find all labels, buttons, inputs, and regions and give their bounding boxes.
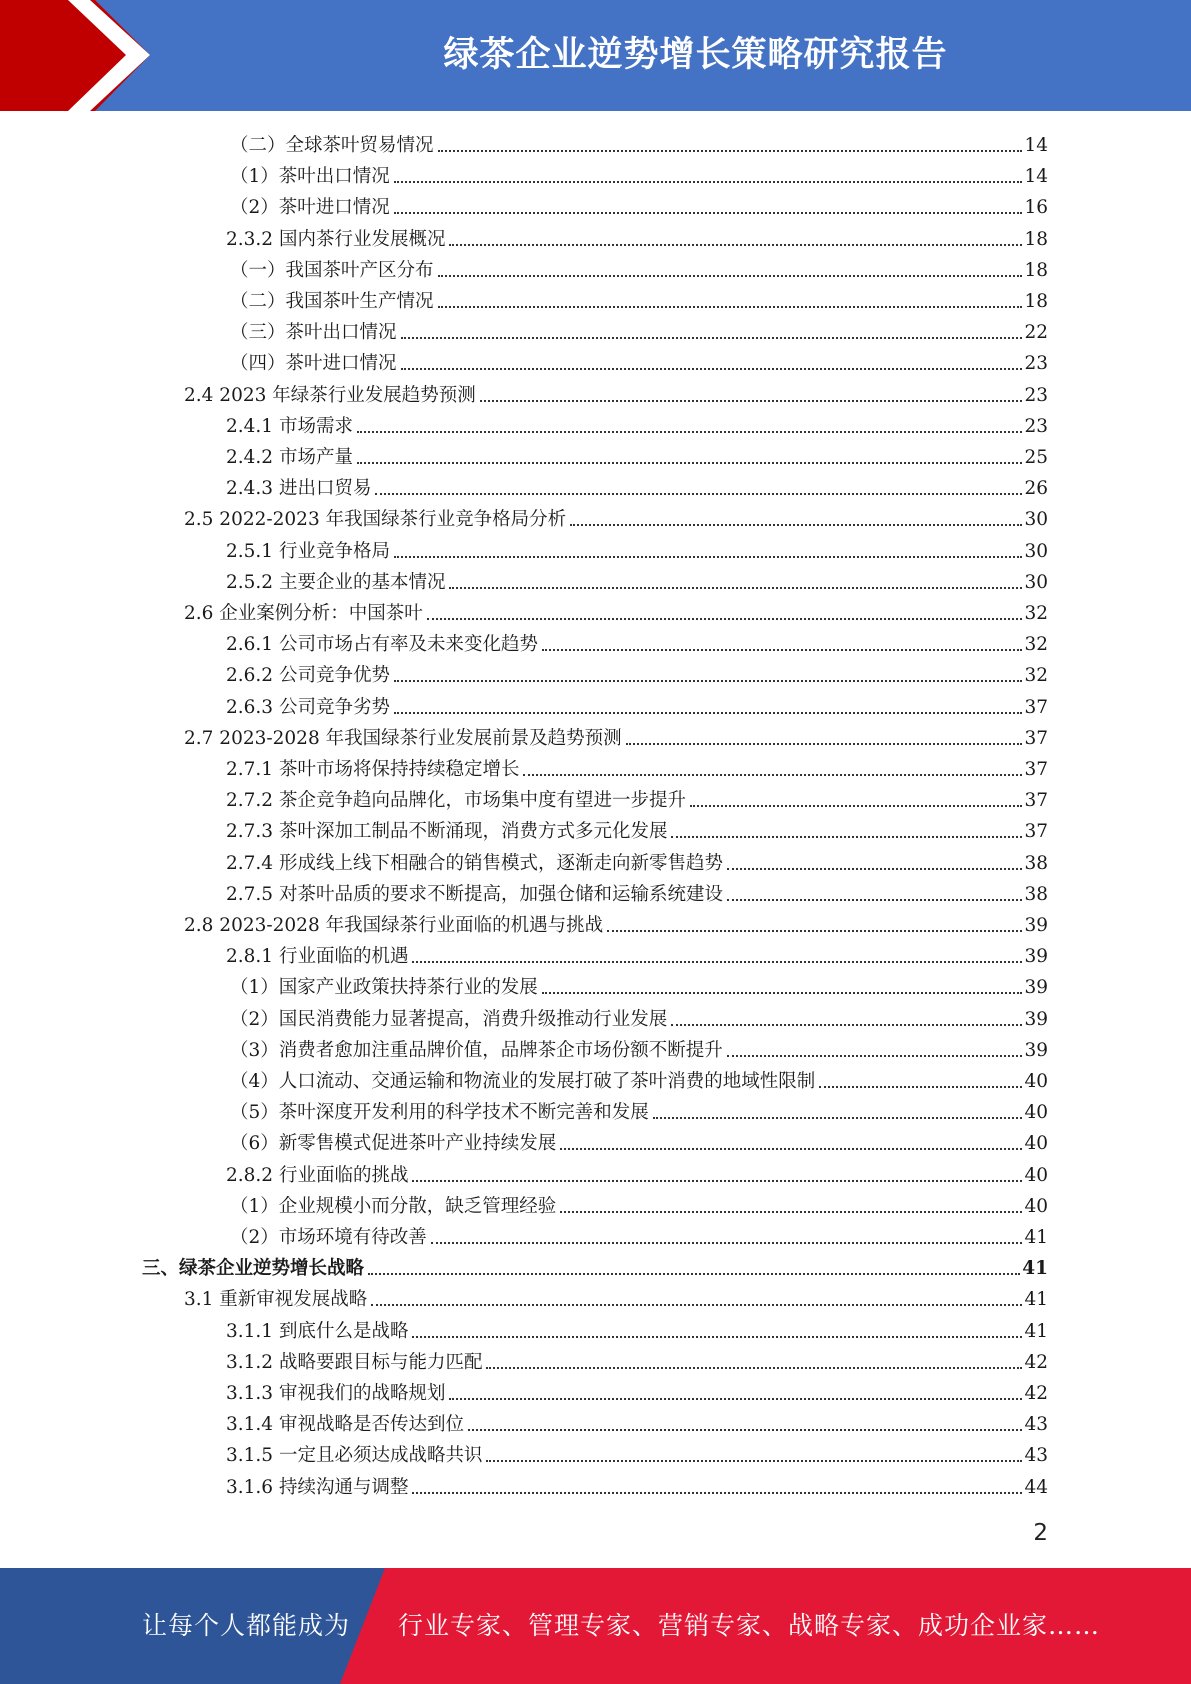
toc-dot-leader (570, 524, 1022, 526)
toc-entry-title: （一）我国茶叶产区分布 (230, 259, 434, 281)
toc-entry-page: 26 (1024, 478, 1048, 500)
toc-dot-leader (394, 712, 1022, 714)
toc-entry[interactable] (226, 1469, 1048, 1500)
toc-entry[interactable] (230, 158, 1048, 189)
toc-dot-leader (671, 1024, 1022, 1026)
toc-entry-title: 2.6 企业案例分析：中国茶叶 (184, 603, 423, 624)
toc-entry-title: 3.1.5 一定且必须达成战略共识 (226, 1445, 483, 1467)
toc-dot-leader (690, 805, 1022, 807)
toc-entry[interactable] (226, 938, 1048, 969)
toc-entry[interactable] (226, 470, 1048, 501)
toc-entry[interactable] (226, 408, 1048, 439)
toc-dot-leader (368, 1273, 1020, 1275)
toc-entry-title: 三、绿茶企业逆势增长战略 (142, 1258, 365, 1280)
toc-entry[interactable] (226, 845, 1048, 876)
toc-entry-title: （3）消费者愈加注重品牌价值，品牌茶企市场份额不断提升 (230, 1039, 723, 1061)
toc-entry-title: （2）市场环境有待改善 (230, 1227, 427, 1248)
toc-entry-page: 30 (1024, 540, 1048, 562)
toc-dot-leader (449, 587, 1022, 589)
toc-entry[interactable] (142, 1250, 1048, 1281)
toc-entry-title: 2.4.3 进出口贸易 (226, 478, 372, 500)
toc-dot-leader (486, 1460, 1022, 1462)
toc-entry-title: 2.7.3 茶叶深加工制品不断涌现，消费方式多元化发展 (226, 821, 668, 843)
toc-entry-page: 40 (1024, 1195, 1048, 1217)
toc-entry-page: 43 (1024, 1414, 1048, 1436)
toc-entry-page: 30 (1024, 571, 1048, 593)
toc-entry-page: 39 (1024, 915, 1048, 936)
toc-entry-page: 14 (1024, 135, 1048, 156)
toc-entry[interactable] (184, 595, 1048, 626)
toc-entry[interactable] (230, 252, 1048, 283)
toc-dot-leader (401, 368, 1023, 370)
toc-entry-title: 2.8.2 行业面临的挑战 (226, 1164, 409, 1186)
toc-entry-title: 2.5 2022-2023 年我国绿茶行业竞争格局分析 (184, 509, 567, 531)
toc-entry-page: 41 (1024, 1227, 1048, 1248)
toc-entry-title: 2.7.4 形成线上线下相融合的销售模式，逐渐走向新零售趋势 (226, 852, 723, 874)
toc-entry-page: 25 (1024, 447, 1048, 468)
toc-entry-title: 2.6.2 公司竞争优势 (226, 665, 390, 687)
toc-entry-page: 37 (1024, 759, 1048, 780)
toc-entry-page: 40 (1024, 1071, 1048, 1092)
toc-entry[interactable] (184, 501, 1048, 532)
toc-entry-page: 38 (1024, 883, 1048, 905)
toc-dot-leader (542, 649, 1022, 651)
toc-entry-page: 18 (1024, 228, 1048, 250)
toc-dot-leader (542, 992, 1023, 994)
page-footer (0, 1568, 1191, 1684)
footer-slogan-left: 让每个人都能成为 (142, 1611, 351, 1640)
toc-dot-leader (727, 1055, 1023, 1057)
report-title: 绿茶企业逆势增长策略研究报告 (443, 35, 948, 75)
toc-entry-title: （二）全球茶叶贸易情况 (230, 135, 434, 156)
toc-entry-page: 14 (1024, 166, 1048, 188)
toc-dot-leader (371, 1304, 1022, 1306)
toc-entry-title: 3.1.2 战略要跟目标与能力匹配 (226, 1351, 483, 1373)
toc-entry[interactable] (226, 626, 1048, 657)
toc-entry-page: 32 (1024, 634, 1048, 656)
toc-entry[interactable] (230, 1001, 1048, 1032)
toc-entry[interactable] (226, 439, 1048, 470)
toc-entry-title: 3.1 重新审视发展战略 (184, 1289, 368, 1311)
toc-entry-title: 2.8.1 行业面临的机遇 (226, 946, 409, 968)
toc-entry-page: 32 (1024, 603, 1048, 624)
toc-entry[interactable] (184, 1281, 1048, 1312)
toc-entry-title: （四）茶叶进口情况 (230, 353, 397, 375)
toc-dot-leader (394, 212, 1023, 214)
toc-entry[interactable] (184, 720, 1048, 751)
toc-entry[interactable] (184, 377, 1048, 408)
toc-entry[interactable] (226, 221, 1048, 252)
toc-dot-leader (438, 306, 1023, 308)
toc-dot-leader (394, 181, 1023, 183)
toc-dot-leader (412, 1336, 1022, 1338)
toc-entry[interactable] (226, 533, 1048, 564)
toc-entry-title: （1）茶叶出口情况 (230, 166, 390, 188)
toc-entry-title: 2.3.2 国内茶行业发展概况 (226, 228, 446, 250)
toc-dot-leader (427, 618, 1023, 620)
toc-entry[interactable] (230, 283, 1048, 314)
toc-entry-title: 2.8 2023-2028 年我国绿茶行业面临的机遇与挑战 (184, 915, 604, 936)
toc-entry[interactable] (226, 876, 1048, 907)
toc-entry-title: （5）茶叶深度开发利用的科学技术不断完善和发展 (230, 1102, 649, 1124)
toc-entry-title: （6）新零售模式促进茶叶产业持续发展 (230, 1133, 557, 1155)
toc-entry-page: 38 (1024, 852, 1048, 874)
toc-entry-page: 40 (1024, 1164, 1048, 1186)
toc-entry-page: 30 (1024, 509, 1048, 531)
toc-entry-page: 16 (1024, 197, 1048, 219)
toc-entry-page: 39 (1024, 946, 1048, 968)
toc-entry-title: 2.6.1 公司市场占有率及未来变化趋势 (226, 634, 538, 656)
toc-entry[interactable] (226, 657, 1048, 688)
toc-dot-leader (819, 1086, 1022, 1088)
toc-entry-page: 18 (1024, 259, 1048, 281)
toc-entry-page: 44 (1024, 1476, 1048, 1498)
toc-entry-page: 39 (1024, 1039, 1048, 1061)
toc-entry-title: 2.7.1 茶叶市场将保持持续稳定增长 (226, 759, 520, 780)
toc-entry-title: 2.7.5 对茶叶品质的要求不断提高，加强仓储和运输系统建设 (226, 883, 723, 905)
toc-entry[interactable] (226, 813, 1048, 844)
toc-dot-leader (468, 1429, 1022, 1431)
toc-dot-leader (626, 743, 1023, 745)
toc-entry-title: 2.5.2 主要企业的基本情况 (226, 571, 446, 593)
page-number: 2 (1033, 1520, 1048, 1546)
toc-entry-page: 43 (1024, 1445, 1048, 1467)
toc-dot-leader (412, 961, 1022, 963)
toc-entry-page: 41 (1024, 1320, 1048, 1342)
toc-entry[interactable] (230, 969, 1048, 1000)
report-header (0, 0, 1191, 111)
toc-entry[interactable] (230, 127, 1048, 158)
toc-entry[interactable] (230, 1125, 1048, 1156)
toc-dot-leader (486, 1367, 1022, 1369)
toc-entry-title: 2.7 2023-2028 年我国绿茶行业发展前景及趋势预测 (184, 727, 622, 749)
toc-dot-leader (727, 899, 1022, 901)
toc-dot-leader (412, 1492, 1022, 1494)
toc-entry-page: 39 (1024, 977, 1048, 999)
toc-entry-title: 3.1.6 持续沟通与调整 (226, 1476, 409, 1498)
toc-dot-leader (357, 431, 1023, 433)
toc-dot-leader (394, 556, 1022, 558)
toc-dot-leader (375, 493, 1022, 495)
toc-entry-page: 37 (1024, 790, 1048, 812)
toc-entry-page: 23 (1024, 415, 1048, 437)
footer-slogan-right: 行业专家、管理专家、营销专家、战略专家、成功企业家…… (398, 1611, 1101, 1640)
toc-dot-leader (431, 1242, 1023, 1244)
toc-dot-leader (480, 400, 1023, 402)
toc-entry-page: 41 (1024, 1289, 1048, 1311)
toc-entry-title: 2.5.1 行业竞争格局 (226, 540, 390, 562)
toc-dot-leader (394, 680, 1022, 682)
toc-dot-leader (438, 150, 1023, 152)
toc-entry-title: （4）人口流动、交通运输和物流业的发展打破了茶叶消费的地域性限制 (230, 1071, 816, 1092)
toc-entry[interactable] (184, 907, 1048, 938)
toc-entry-page: 23 (1024, 353, 1048, 375)
toc-entry-title: 2.4.2 市场产量 (226, 447, 353, 468)
toc-entry[interactable] (230, 345, 1048, 376)
toc-entry[interactable] (230, 1219, 1048, 1250)
toc-entry-page: 22 (1024, 322, 1048, 344)
toc-dot-leader (607, 930, 1022, 932)
toc-entry-title: （1）国家产业政策扶持茶行业的发展 (230, 977, 538, 999)
toc-entry[interactable] (226, 1344, 1048, 1375)
toc-entry[interactable] (226, 751, 1048, 782)
toc-entry[interactable] (230, 1094, 1048, 1125)
toc-dot-leader (560, 1148, 1022, 1150)
toc-entry[interactable] (230, 314, 1048, 345)
toc-entry[interactable] (226, 689, 1048, 720)
toc-entry-title: （三）茶叶出口情况 (230, 322, 397, 344)
toc-entry-title: 3.1.1 到底什么是战略 (226, 1320, 409, 1342)
toc-entry[interactable] (230, 1032, 1048, 1063)
toc-dot-leader (412, 1180, 1022, 1182)
toc-dot-leader (449, 1398, 1022, 1400)
toc-dot-leader (401, 337, 1023, 339)
toc-entry-page: 40 (1024, 1102, 1048, 1124)
toc-entry[interactable] (226, 1437, 1048, 1468)
toc-entry[interactable] (226, 782, 1048, 813)
toc-entry-page: 39 (1024, 1008, 1048, 1030)
toc-entry-page: 41 (1022, 1258, 1048, 1280)
toc-entry-page: 42 (1024, 1351, 1048, 1373)
toc-entry[interactable] (230, 1063, 1048, 1094)
toc-entry-page: 37 (1024, 821, 1048, 843)
toc-entry-title: 2.7.2 茶企竞争趋向品牌化，市场集中度有望进一步提升 (226, 790, 686, 812)
toc-entry-title: 3.1.3 审视我们的战略规划 (226, 1383, 446, 1404)
toc-entry-title: 3.1.4 审视战略是否传达到位 (226, 1414, 464, 1436)
toc-dot-leader (671, 836, 1022, 838)
toc-entry-title: （2）茶叶进口情况 (230, 197, 390, 219)
toc-dot-leader (438, 275, 1023, 277)
toc-dot-leader (357, 462, 1023, 464)
toc-entry[interactable] (226, 564, 1048, 595)
toc-entry-title: 2.6.3 公司竞争劣势 (226, 696, 390, 718)
toc-entry-page: 37 (1024, 696, 1048, 718)
toc-entry-page: 23 (1024, 384, 1048, 406)
toc-entry[interactable] (226, 1406, 1048, 1437)
toc-entry-page: 40 (1024, 1133, 1048, 1155)
toc-dot-leader (560, 1211, 1022, 1213)
toc-dot-leader (727, 868, 1022, 870)
toc-entry[interactable] (226, 1313, 1048, 1344)
toc-entry-page: 37 (1024, 727, 1048, 749)
toc-entry-page: 42 (1024, 1383, 1048, 1404)
toc-dot-leader (449, 244, 1022, 246)
toc-entry-title: 2.4 2023 年绿茶行业发展趋势预测 (184, 384, 476, 406)
toc-entry-title: 2.4.1 市场需求 (226, 415, 353, 437)
toc-entry[interactable] (226, 1157, 1048, 1188)
toc-entry-title: （2）国民消费能力显著提高，消费升级推动行业发展 (230, 1008, 668, 1030)
toc-entry-page: 18 (1024, 291, 1048, 312)
toc-dot-leader (653, 1117, 1023, 1119)
toc-entry-title: （二）我国茶叶生产情况 (230, 291, 434, 312)
toc-dot-leader (523, 774, 1022, 776)
toc-entry-title: （1）企业规模小而分散，缺乏管理经验 (230, 1195, 557, 1217)
toc-entry[interactable] (230, 189, 1048, 220)
toc-entry[interactable] (230, 1188, 1048, 1219)
toc-entry[interactable] (226, 1375, 1048, 1406)
toc-entry-page: 32 (1024, 665, 1048, 687)
